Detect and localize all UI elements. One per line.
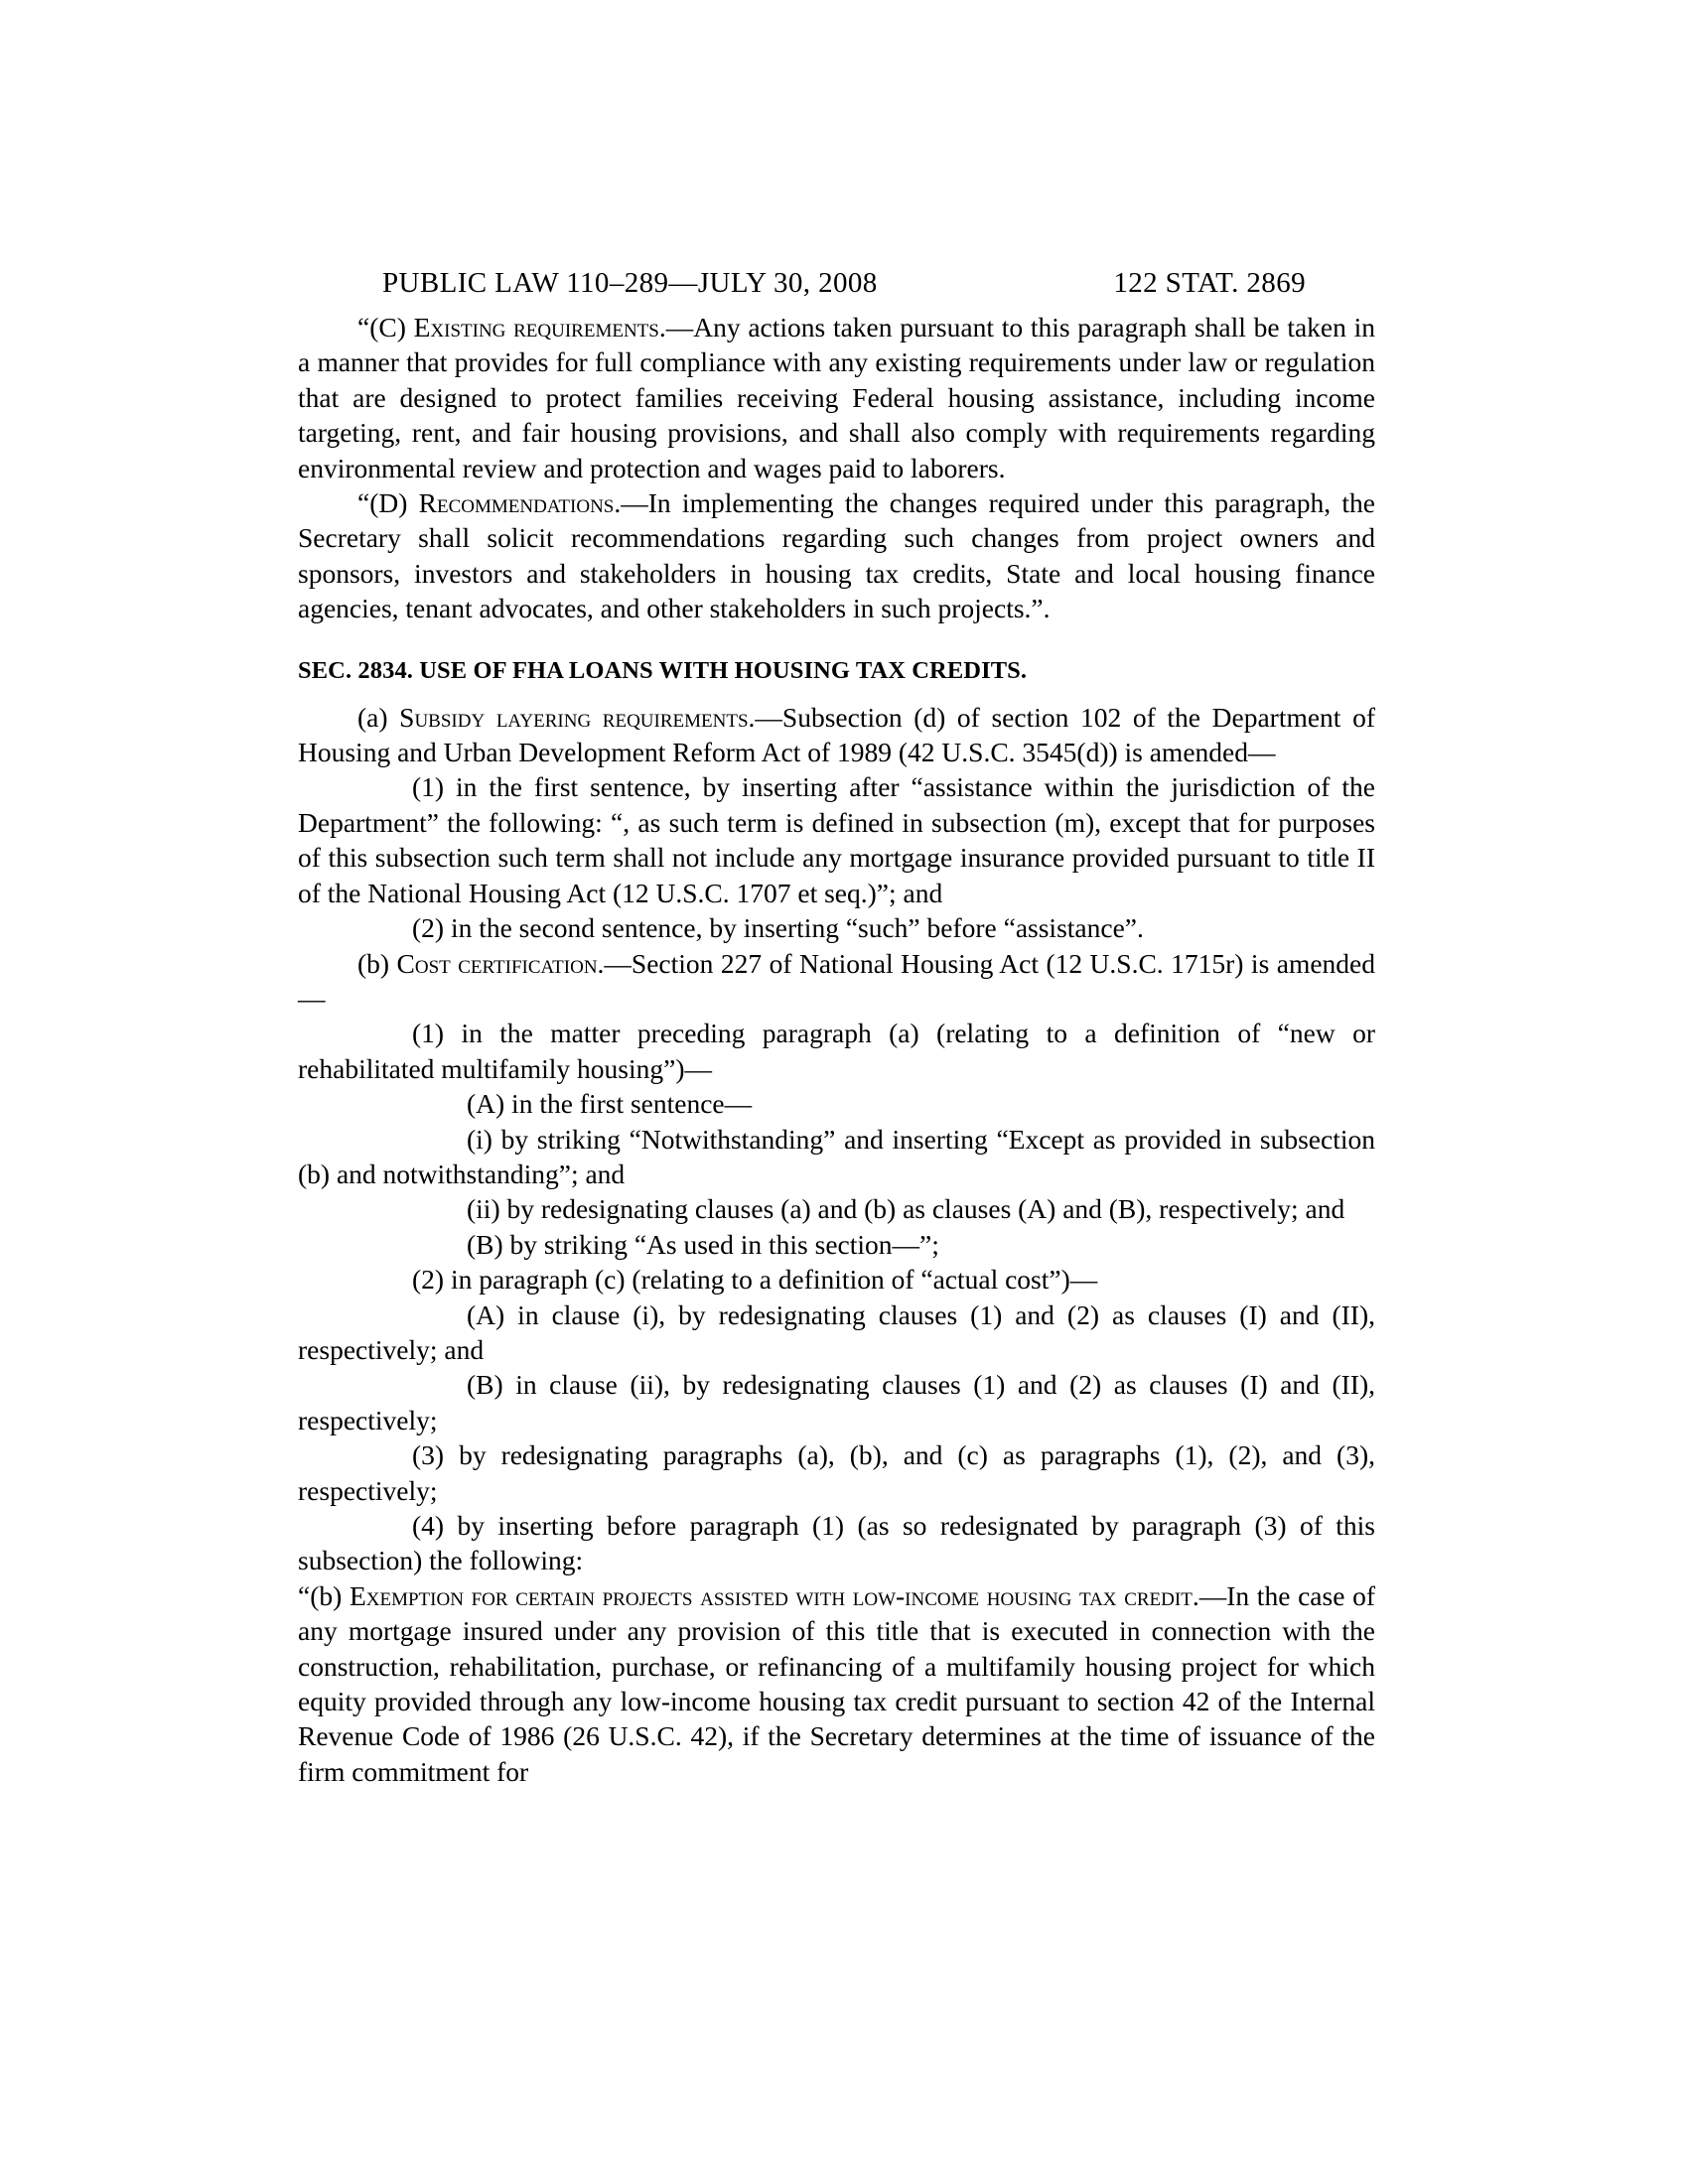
paragraph-amend-b2a: (A) in clause (i), by redesignating clauses (1) and (2) as clauses (I) and (II), respectively; and [298, 1298, 1375, 1365]
page-header [0, 242, 1688, 299]
paragraph-amend-b1a: (A) in the first sentence— [467, 1088, 753, 1120]
small-caps-label: Existing requirements [413, 312, 659, 342]
paragraph-amend-1: (1) in the first sentence, by inserting after “assistance within the jurisdiction of the Department” the following: “, as such term is defined in subsection (m), except that for purposes of this subsection such term shall not include any mortgage insurance provided pursuant to title II of the National Housing Act (12 U.S.C. 1707 et seq.)”; and [298, 771, 1375, 908]
small-caps-label: Exemption for certain projects assisted with low-income housing tax credit [349, 1579, 1193, 1611]
paragraph-amend-b4: (4) by inserting before paragraph (1) (as so redesignated by paragraph (3) of this subsection) the following: [298, 1510, 1375, 1576]
paragraph-amend-b2b: (B) in clause (ii), by redesignating clauses (1) and (2) as clauses (I) and (II), respectively; [298, 1369, 1375, 1435]
header-law-citation: PUBLIC LAW 110–289—JULY 30, 2008 [382, 267, 878, 299]
paragraph-recommendations: “(D) Recommendations.—In implementing the changes required under this paragraph, the Secretary shall solicit recommendations regarding such changes from project owners and sponsors, investors and stakeholders in housing tax credits, State and local housing finance agencies, tenant advocates, and other stakeholders in such projects.”. [298, 487, 1375, 624]
section-heading-2834: SEC. 2834. USE OF FHA LOANS WITH HOUSING TAX CREDITS. [298, 656, 1028, 684]
paragraph-amend-b1b: (B) by striking “As used in this section—”; [467, 1228, 939, 1260]
small-caps-label: Recommendations [418, 487, 615, 519]
paragraph-cost-certification: (b) Cost certification.—Section 227 of National Housing Act (12 U.S.C. 1715r) is amended— [298, 947, 1375, 1014]
paragraph-amend-b1a-i: (i) by striking “Notwithstanding” and inserting “Except as provided in subsection (b) and notwithstanding”; and [298, 1123, 1375, 1189]
document-body [298, 310, 1375, 1789]
small-caps-label: Subsidy layering requirements [399, 701, 749, 733]
paragraph-amend-b1a-ii: (ii) by redesignating clauses (a) and (b) as clauses (A) and (B), respectively; and [467, 1193, 1345, 1225]
header-statute-page: 122 STAT. 2869 [1113, 267, 1306, 299]
paragraph-existing-requirements: “(C) Existing requirements.—Any actions taken pursuant to this paragraph shall be taken in a manner that provides for full compliance with any existing requirements under law or regulation that are designed to protect families receiving Federal housing assistance, including income targeting, rent, and fair housing provisions, and shall also comply with requirements regarding environmental review and protection and wages paid to laborers. [298, 312, 1375, 483]
paragraph-subsidy-layering: (a) Subsidy layering requirements.—Subsection (d) of section 102 of the Department of Housing and Urban Development Reform Act of 1989 (42 U.S.C. 3545(d)) is amended— [298, 701, 1375, 768]
paragraph-amend-b1: (1) in the matter preceding paragraph (a) (relating to a definition of “new or rehabilitated multifamily housing”)— [298, 1018, 1375, 1084]
paragraph-exemption-lihtc: “(b) Exemption for certain projects assisted with low-income housing tax credit.—In the case of any mortgage insured under any provision of this title that is executed in connection with the construction, rehabilitation, purchase, or refinancing of a multifamily housing project for which equity provided through any low-income housing tax credit pursuant to section 42 of the Internal Revenue Code of 1986 (26 U.S.C. 42), if the Secretary determines at the time of issuance of the firm commitment for [298, 1579, 1375, 1787]
small-caps-label: Cost certification [396, 947, 598, 979]
paragraph-amend-b2: (2) in paragraph (c) (relating to a definition of “actual cost”)— [412, 1264, 1098, 1296]
paragraph-amend-2: (2) in the second sentence, by inserting “such” before “assistance”. [412, 912, 1144, 944]
paragraph-amend-b3: (3) by redesignating paragraphs (a), (b), and (c) as paragraphs (1), (2), and (3), respectively; [298, 1439, 1375, 1506]
